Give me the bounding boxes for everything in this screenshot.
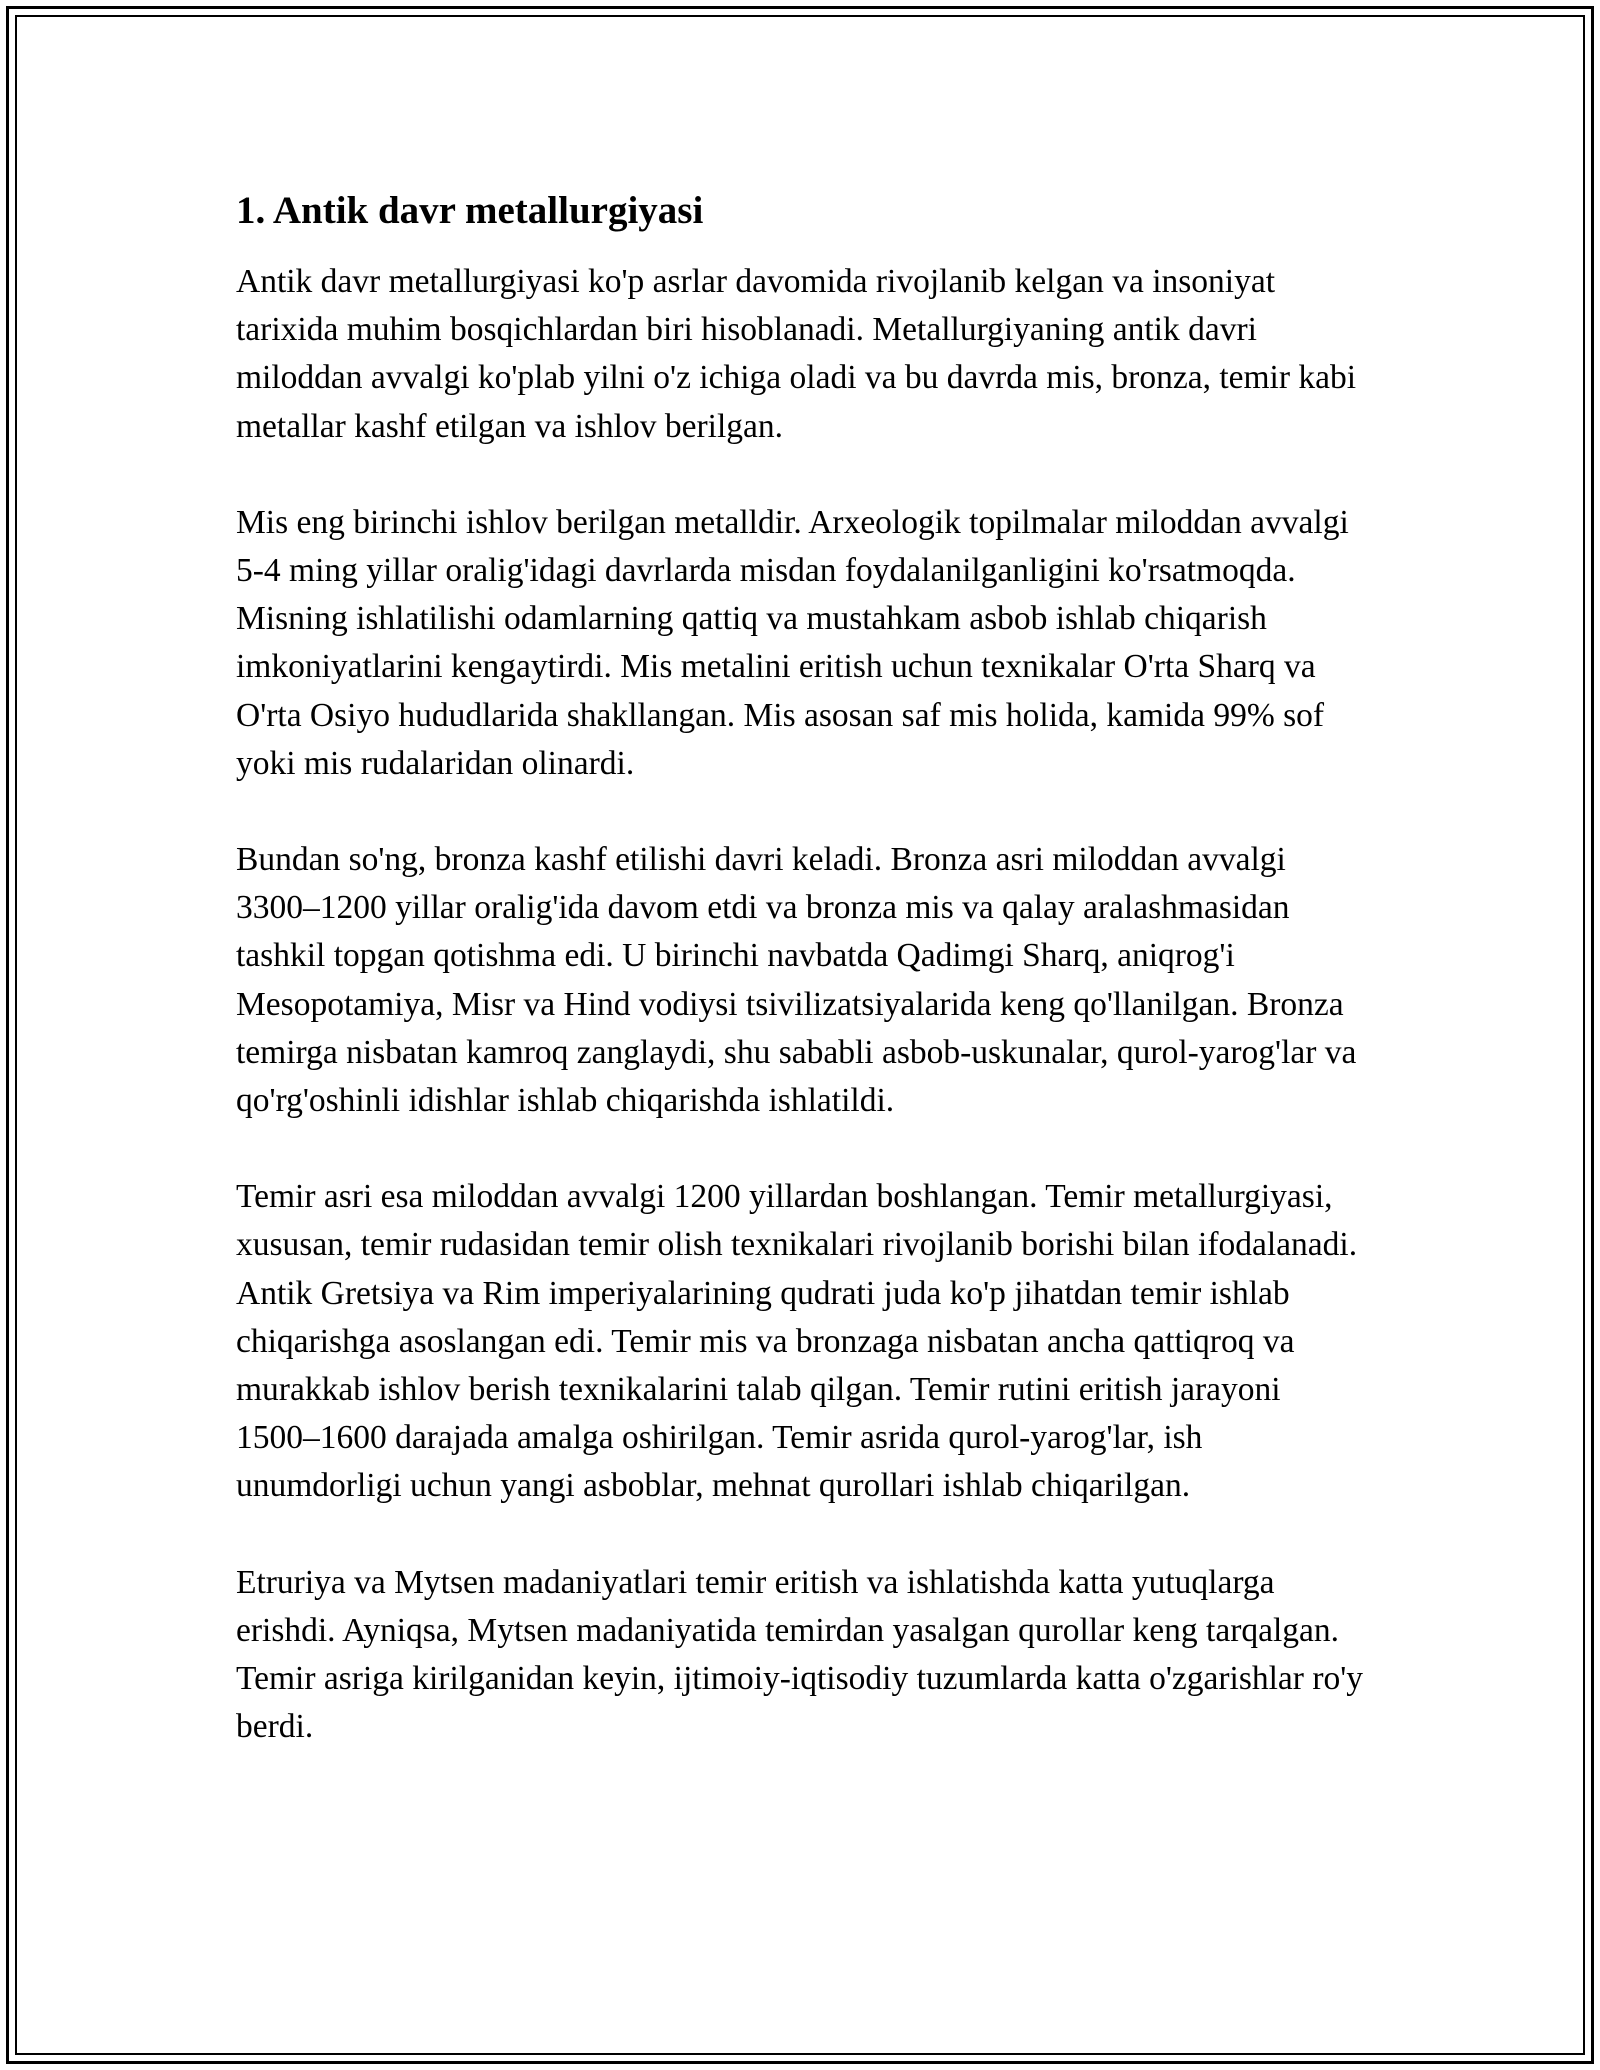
paragraph-copper: Mis eng birinchi ishlov berilgan metalldir. Arxeologik topilmalar miloddan avvalgi 5-4 ming yillar oralig'idagi davrlarda misdan foydalanilganligini ko'rsatmoqda. Misning ishlatilishi odamlarning qattiq va mustahkam asbob ishlab chiqarish imkoniyatlarini kengaytirdi. Mis metalini eritish uchun texnikalar O'rta Sharq va O'rta Osiyo hududlarida shakllangan. Mis asosan saf mis holida, kamida 99% sof yoki mis rudalaridan olinardi. — [236, 503, 1349, 782]
paragraph-bronze: Bundan so'ng, bronza kashf etilishi davri keladi. Bronza asri miloddan avvalgi 3300–1200 yillar oralig'ida davom etdi va bronza mis va qalay aralashmasidan tashkil topgan qotishma edi. U birinchi navbatda Qadimgi Sharq, aniqrog'i Mesopotamiya, Misr va Hind vodiysi tsivilizatsiyalarida keng qo'llanilgan. Bronza temirga nisbatan kamroq zanglaydi, shu sababli asbob-uskunalar, qurol-yarog'lar va qo'rg'oshinli idishlar ishlab chiqarishda ishlatildi. — [236, 841, 1357, 1120]
document-body — [236, 186, 1366, 1751]
paragraph-etruria-mycenae: Etruriya va Mytsen madaniyatlari temir eritish va ishlatishda katta yutuqlarga erishdi. Ayniqsa, Mytsen madaniyatida temirdan yasalgan qurollar keng tarqalgan. Temir asriga kirilganidan keyin, ijtimoiy-iqtisodiy tuzumlarda katta o'zgarishlar ro'y berdi. — [236, 1563, 1364, 1746]
paragraph-intro: Antik davr metallurgiyasi ko'p asrlar davomida rivojlanib kelgan va insoniyat tarixida muhim bosqichlardan biri hisoblanadi. Metallurgiyaning antik davri miloddan avvalgi ko'plab yilni o'z ichiga oladi va bu davrda mis, bronza, temir kabi metallar kashf etilgan va ishlov berilgan. — [236, 263, 1357, 445]
paragraph-iron: Temir asri esa miloddan avvalgi 1200 yillardan boshlangan. Temir metallurgiyasi, xususan, temir rudasidan temir olish texnikalari rivojlanib borishi bilan ifodalanadi. Antik Gretsiya va Rim imperiyalarining qudrati juda ko'p jihatdan temir ishlab chiqarishga asoslangan edi. Temir mis va bronzaga nisbatan ancha qattiqroq va murakkab ishlov berish texnikalarini talab qilgan. Temir rutini eritish jarayoni 1500–1600 darajada amalga oshirilgan. Temir asrida qurol-yarog'lar, ish unumdorligi uchun yangi asboblar, mehnat qurollari ishlab chiqarilgan. — [236, 1178, 1358, 1505]
section-title: 1. Antik davr metallurgiyasi — [236, 189, 704, 232]
